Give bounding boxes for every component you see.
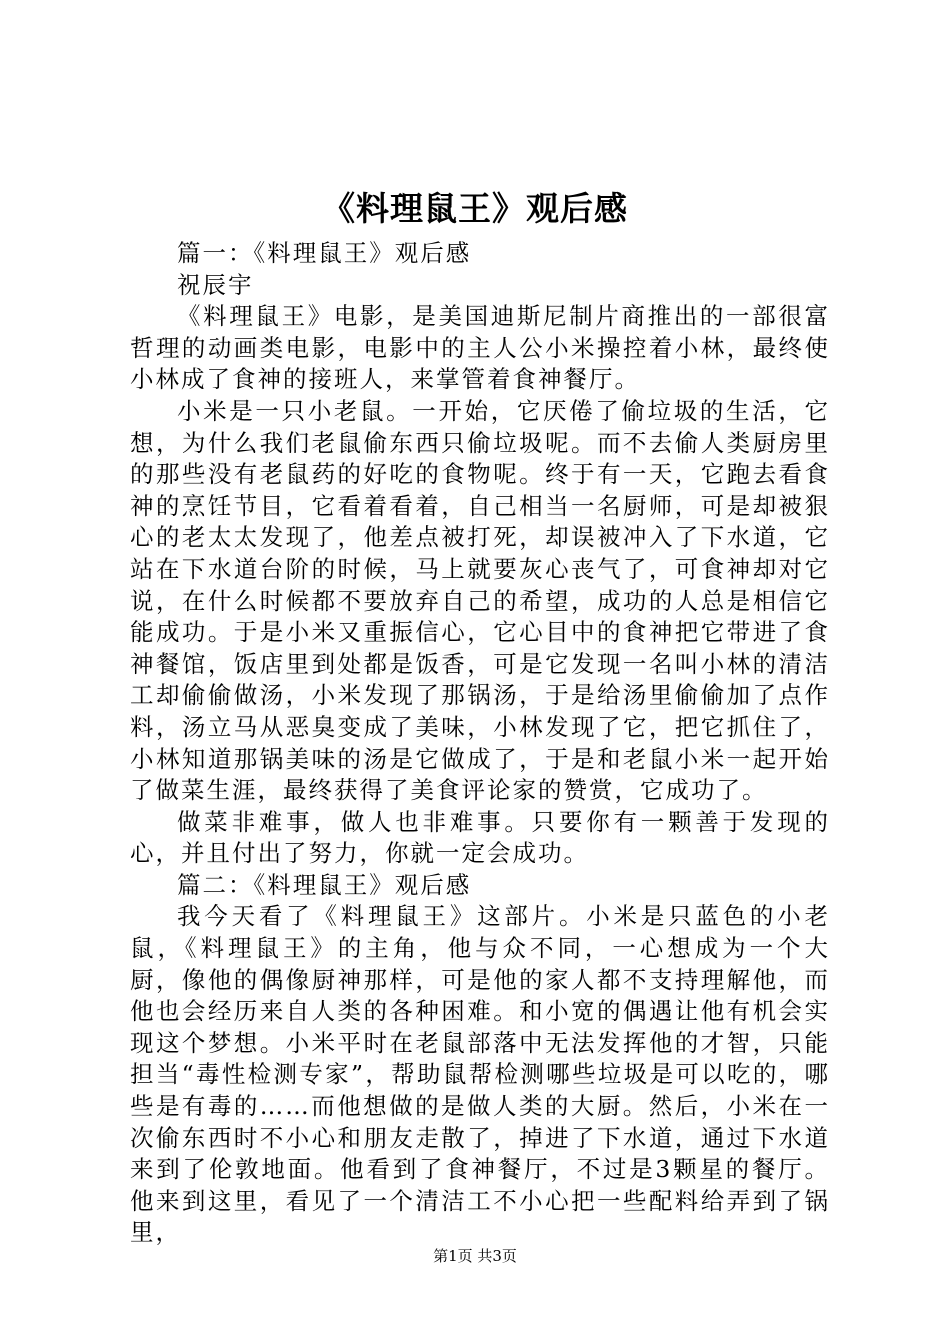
section-heading: 篇二：《料理鼠王》观后感 xyxy=(177,870,472,899)
author-line: 祝辰宇 xyxy=(177,270,254,299)
page-title: 《料理鼠王》观后感 xyxy=(322,189,628,228)
body-paragraph: 小米是一只小老鼠。一开始，它厌倦了偷垃圾的生活，它想，为什么我们老鼠偷东西只偷垃圾呢。而不去偷人类厨房里的那些没有老鼠药的好吃的食物呢。终于有一天，它跑去看食神的烹饪节目，它看着看着，自己相当一名厨师，可是却被狠心的老太太发现了，他差点被打死，却误被冲入了下水道，它站在下水道台阶的时候，马上就要灰心丧气了，可食神却对它说，在什么时候都不要放弃自己的希望，成功的人总是相信它能成功。于是小米又重振信心，它心目中的食神把它带进了食神餐馆，饭店里到处都是饭香，可是它发现一名叫小林的清洁工却偷偷做汤，小米发现了那锅汤，于是给汤里偷偷加了点作料，汤立马从恶臭变成了美味，小林发现了它，把它抓住了，小林知道那锅美味的汤是它做成了，于是和老鼠小米一起开始了做菜生涯，最终获得了美食评论家的赞赏，它成功了。 xyxy=(130,396,830,805)
body-paragraph: 《料理鼠王》电影，是美国迪斯尼制片商推出的一部很富哲理的动画类电影，电影中的主人公小米操控着小林，最终使小林成了食神的接班人，来掌管着食神餐厅。 xyxy=(130,302,830,394)
document-body xyxy=(130,238,830,1249)
page-footer: 第1页 共3页 xyxy=(433,1247,517,1265)
section-heading: 篇一：《料理鼠王》观后感 xyxy=(177,239,472,267)
body-paragraph: 做菜非难事，做人也非难事。只要你有一颗善于发现的心，并且付出了努力，你就一定会成功。 xyxy=(130,807,830,868)
body-paragraph: 我今天看了《料理鼠王》这部片。小米是只蓝色的小老鼠，《料理鼠王》的主角，他与众不同，一心想成为一个大厨，像他的偶像厨神那样，可是他的家人都不支持理解他，而他也会经历来自人类的各种困难。和小宽的偶遇让他有机会实现这个梦想。小米平时在老鼠部落中无法发挥他的才智，只能担当“毒性检测专家”，帮助鼠帮检测哪些垃圾是可以吃的，哪些是有毒的……而他想做的是做人类的大厨。然后，小米在一次偷东西时不小心和朋友走散了，掉进了下水道，通过下水道来到了伦敦地面。他看到了食神餐厅，不过是3颗星的餐厅。他来到这里，看见了一个清洁工不小心把一些配料给弄到了锅里， xyxy=(130,902,830,1247)
